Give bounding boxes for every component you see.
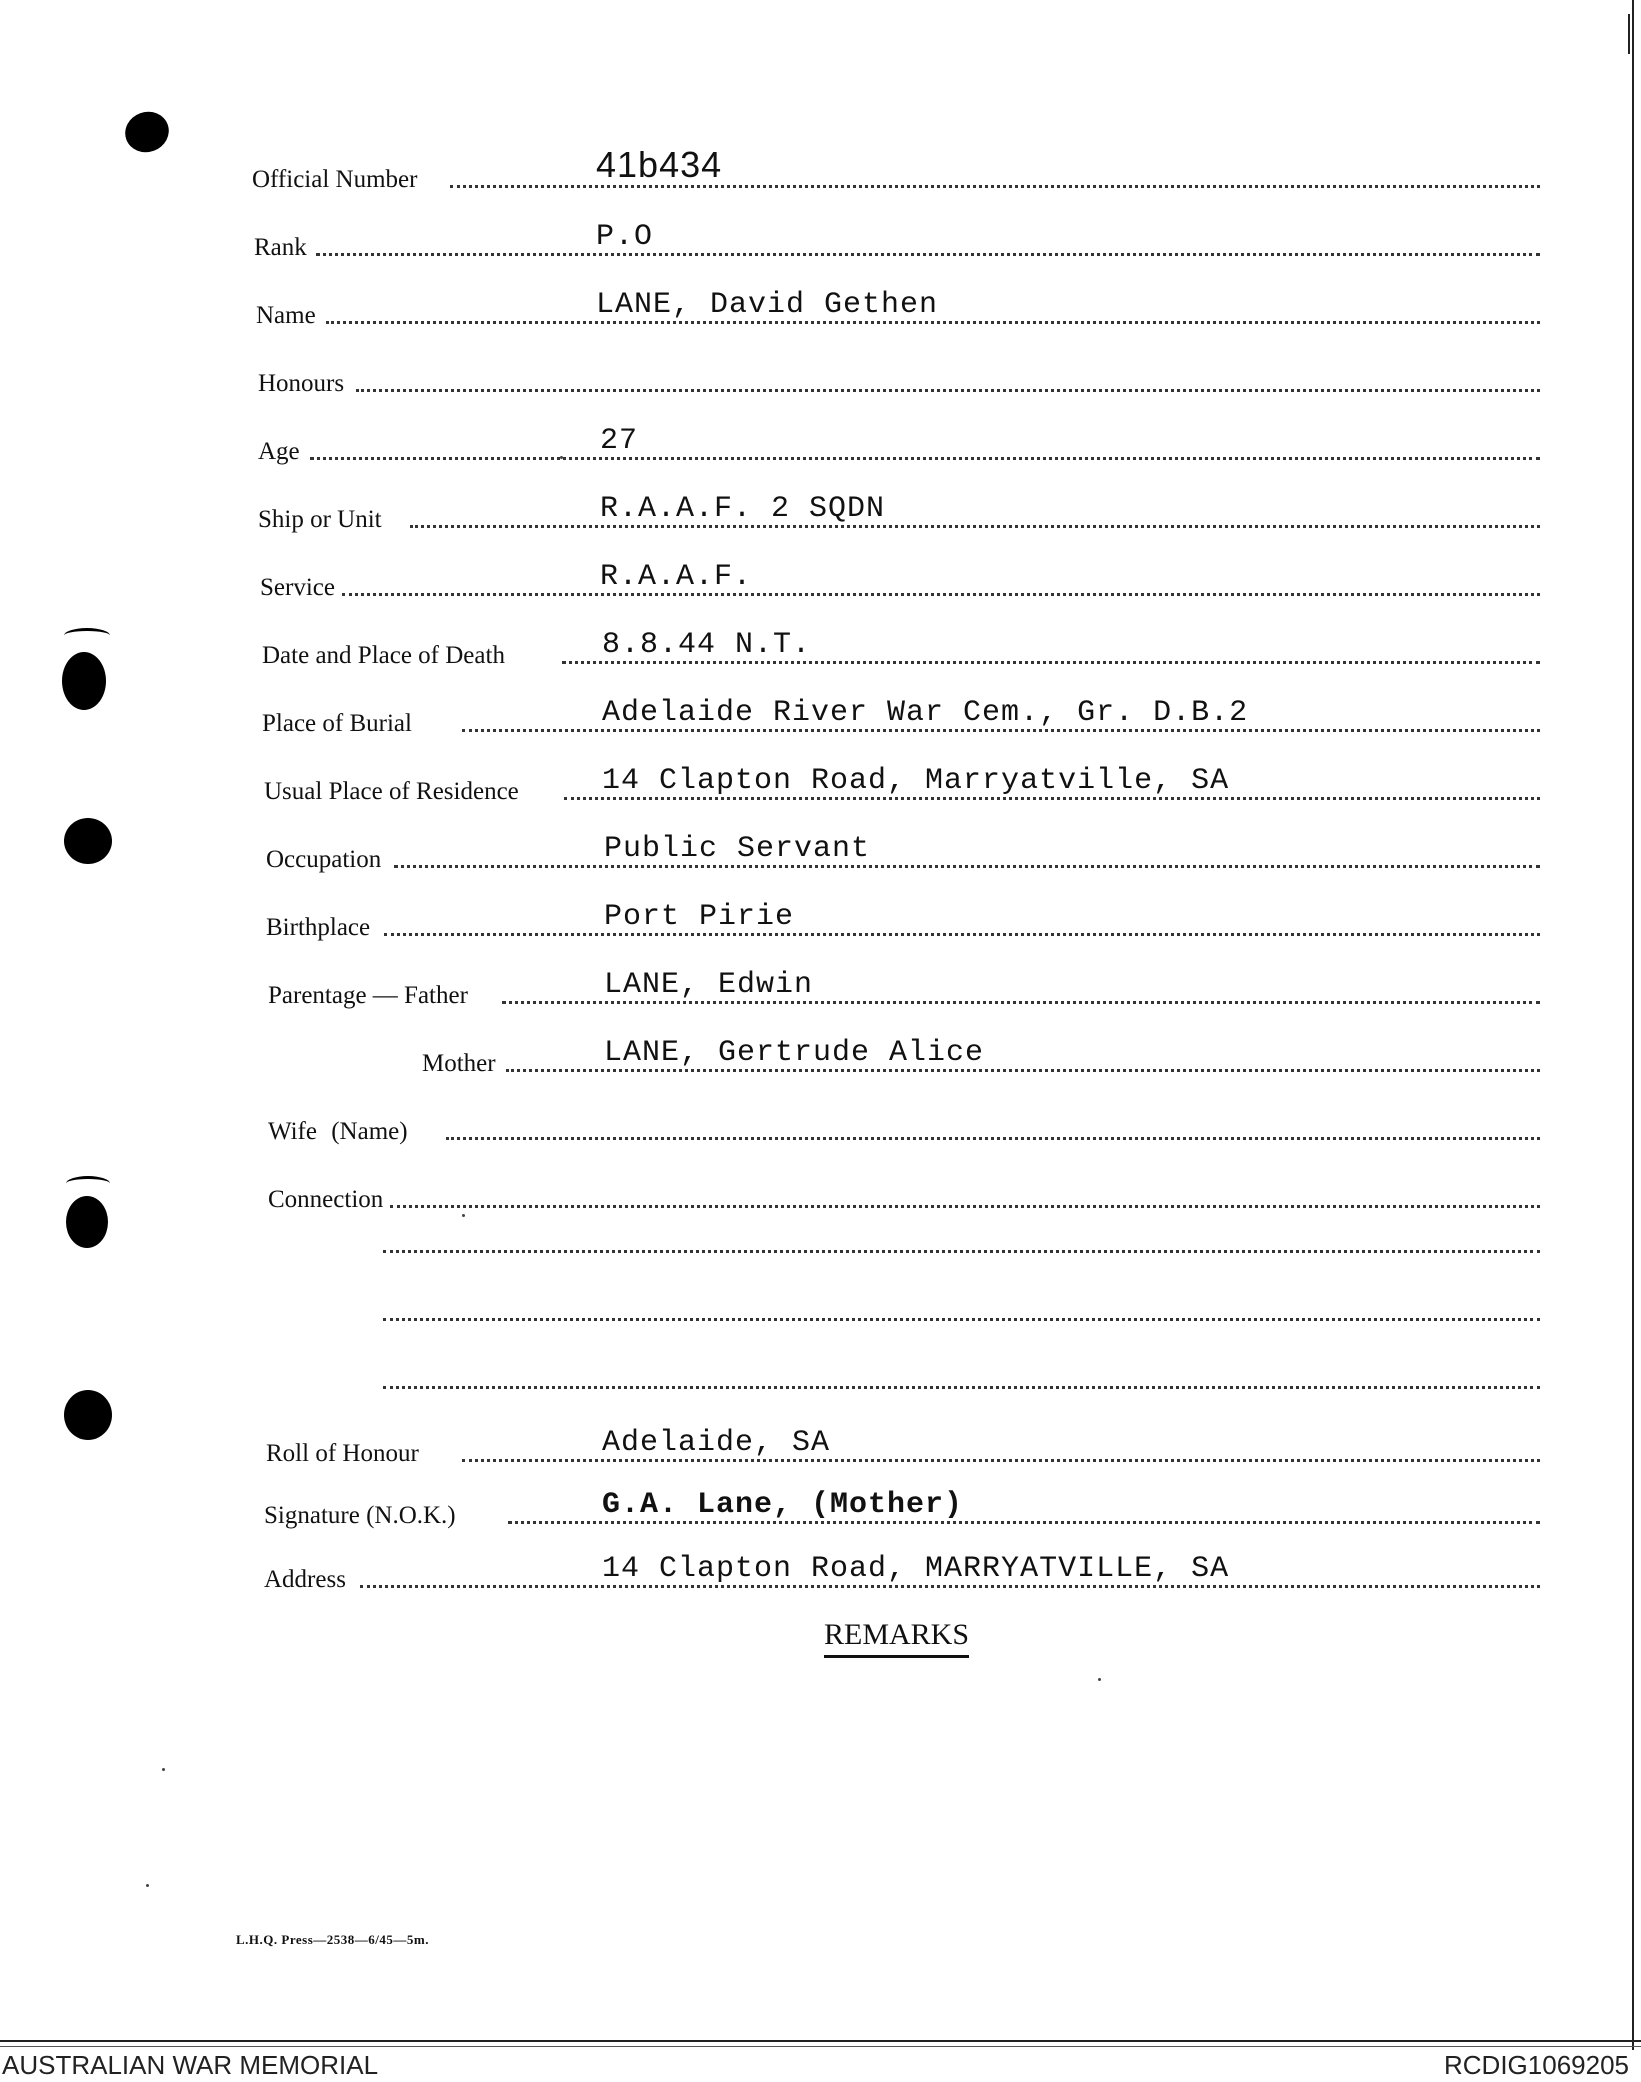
fill-line [342, 591, 1540, 596]
field-value: R.A.A.F. 2 SQDN [600, 492, 886, 526]
field-label: Occupation [266, 846, 382, 873]
page-edge-bottom [0, 2040, 1641, 2042]
field-honours [250, 344, 1540, 404]
field-label: Connection [268, 1186, 384, 1213]
field-age [250, 412, 1540, 472]
fill-line [446, 1135, 1540, 1140]
connection-line-4 [383, 1384, 1540, 1389]
field-value: 8.8.44 N.T. [602, 628, 812, 662]
field-label: Place of Burial [262, 710, 412, 737]
field-value: G.A. Lane, (Mother) [602, 1488, 964, 1522]
field-label: Rank [254, 234, 307, 261]
punch-hole-1 [62, 652, 106, 710]
field-value: 27 [600, 424, 639, 458]
fill-line [310, 455, 1540, 460]
field-label: Address [264, 1566, 346, 1593]
field-label: Ship or Unit [258, 506, 382, 533]
field-signature-nok [250, 1476, 1540, 1536]
page-edge-bottom-shadow [0, 2046, 1641, 2047]
field-label: Official Number [252, 166, 418, 193]
field-label: Signature (N.O.K.) [264, 1502, 456, 1529]
field-mother [250, 1024, 1540, 1084]
field-value: 14 Clapton Road, MARRYATVILLE, SA [602, 1552, 1230, 1586]
printer-imprint: L.H.Q. Press—2538—6/45—5m. [236, 1932, 429, 1947]
field-value: P.O [596, 220, 654, 254]
fill-line [390, 1203, 1540, 1208]
field-label: Birthplace [266, 914, 371, 941]
field-label: Mother [422, 1050, 496, 1077]
field-label: Age [258, 438, 300, 465]
field-label: Date and Place of Death [262, 642, 505, 669]
field-roll-of-honour [250, 1414, 1540, 1474]
punch-hole-4 [64, 1390, 112, 1440]
field-label: Name [256, 302, 316, 329]
field-service [250, 548, 1540, 608]
field-value: R.A.A.F. [600, 560, 753, 594]
field-label: Usual Place of Residence [264, 778, 519, 805]
punch-hole-arc-1 [64, 628, 110, 643]
fill-line [316, 251, 1540, 256]
field-usual-residence [250, 752, 1540, 812]
field-address [250, 1540, 1540, 1600]
connection-line-2 [383, 1248, 1540, 1253]
field-label: Wife (Name) [268, 1118, 408, 1145]
field-value: Adelaide, SA [602, 1426, 831, 1460]
fill-line [384, 931, 1540, 936]
field-value: LANE, David Gethen [596, 288, 939, 322]
field-value: 41b434 [596, 144, 723, 185]
archive-id: RCDIG1069205 [1444, 2050, 1629, 2080]
remarks-heading: REMARKS [824, 1618, 969, 1658]
field-official-number [250, 140, 1540, 200]
fill-line [356, 387, 1540, 392]
field-label: Honours [258, 370, 345, 397]
connection-line-3 [383, 1316, 1540, 1321]
speck [146, 1884, 149, 1887]
page-edge-tick [1622, 14, 1630, 54]
field-ship-or-unit [250, 480, 1540, 540]
page-edge-right [1632, 0, 1634, 2050]
field-father [250, 956, 1540, 1016]
fill-line [410, 523, 1540, 528]
fill-line [394, 863, 1540, 868]
field-value: Port Pirie [604, 900, 795, 934]
field-value: Public Servant [604, 832, 871, 866]
speck [162, 1768, 165, 1771]
field-wife-name [250, 1092, 1540, 1152]
field-connection [250, 1160, 1540, 1220]
field-date-place-of-death [250, 616, 1540, 676]
field-birthplace [250, 888, 1540, 948]
field-label: Service [260, 574, 335, 601]
field-place-of-burial [250, 684, 1540, 744]
archive-credit: AUSTRALIAN WAR MEMORIAL [2, 2050, 379, 2080]
speck [1098, 1678, 1101, 1681]
field-value: Adelaide River War Cem., Gr. D.B.2 [602, 696, 1249, 730]
field-rank [250, 208, 1540, 268]
field-label: Parentage — Father [268, 982, 468, 1009]
punch-hole-2 [64, 818, 112, 864]
punch-hole-3 [66, 1196, 108, 1248]
field-name [250, 276, 1540, 336]
punch-hole-arc-2 [66, 1176, 110, 1191]
punch-hole-top [119, 106, 174, 159]
field-occupation [250, 820, 1540, 880]
field-value: LANE, Gertrude Alice [604, 1036, 985, 1070]
field-value: LANE, Edwin [604, 968, 814, 1002]
field-value: 14 Clapton Road, Marryatville, SA [602, 764, 1230, 798]
field-label: Roll of Honour [266, 1440, 419, 1467]
